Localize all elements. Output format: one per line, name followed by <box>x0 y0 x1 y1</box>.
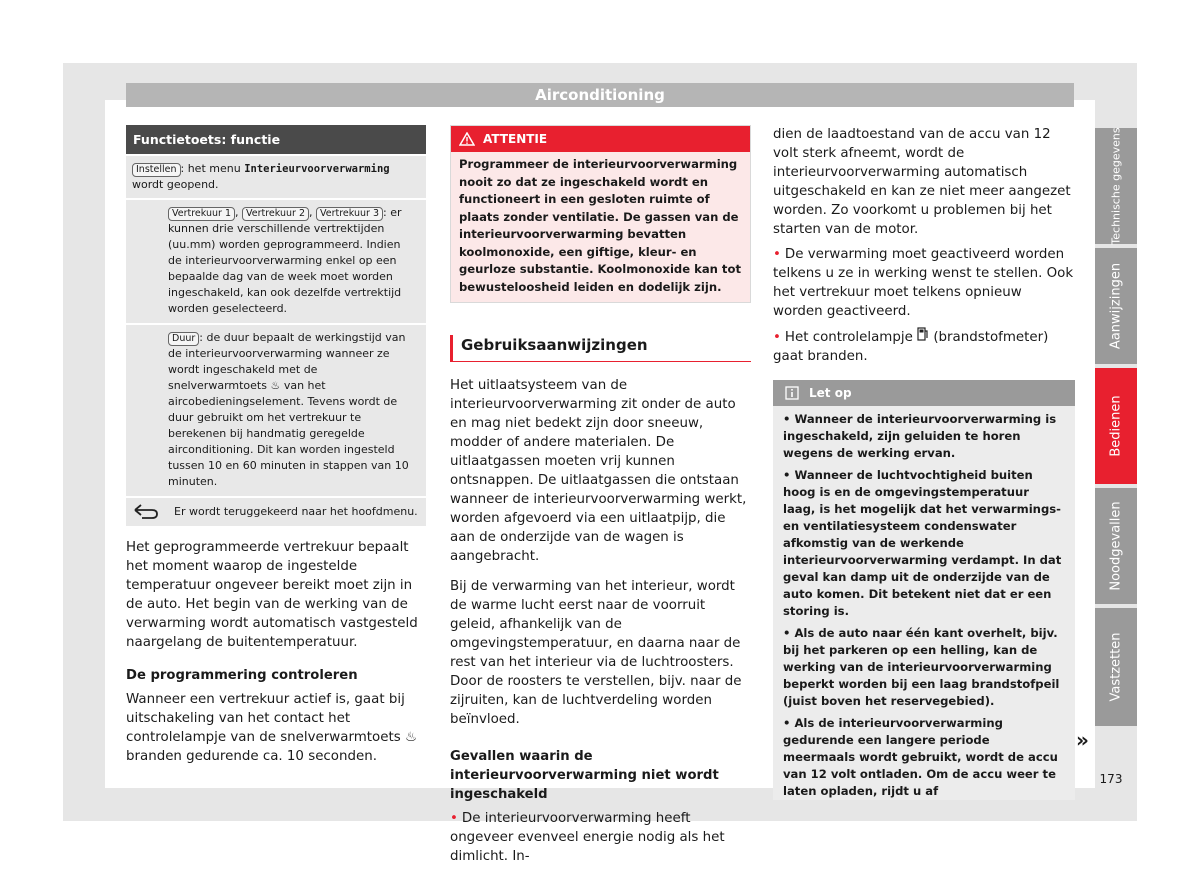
info-icon <box>785 386 799 400</box>
tab-vastzetten[interactable]: Vastzetten <box>1095 608 1137 726</box>
quick-heat-icon: ♨ <box>404 730 417 745</box>
page-number: 173 <box>1099 772 1123 786</box>
warning-triangle-icon <box>459 132 475 146</box>
continued-marker: » <box>1076 728 1089 752</box>
warning-header: ATTENTIE <box>451 126 750 152</box>
function-row-instellen: Instellen : het menu Interieurvoorverwarming wordt geopend. <box>126 156 426 198</box>
column-middle <box>450 125 751 877</box>
duur-key: Duur <box>168 332 199 346</box>
programming-check-paragraph: Wanneer een vertrekuur actief is, gaat bij uitschakeling van het contact het controlelampje van de snelverwarmtoets ♨ branden gedurende ca. 10 seconden. <box>126 692 417 764</box>
programming-check-heading: De programmering controleren <box>126 668 358 683</box>
column-right <box>773 125 1075 800</box>
chapter-header: Airconditioning <box>126 83 1074 107</box>
vertrekuur-1-key: Vertrekuur 1 <box>168 207 235 221</box>
note-item: • Wanneer de interieurvoorverwarming is ingeschakeld, zijn geluiden te horen wegens de werking ervan. <box>783 412 1057 460</box>
bullet-energy: • De interieurvoorverwarming heeft ongeveer evenveel energie nodig als het dimlicht. In- <box>450 809 751 866</box>
airflow-paragraph: Bij de verwarming van het interieur, wordt de warme lucht eerst naar de voorruit geleid, afhankelijk van de omgevingstemperatuur, en daarna naar de rest van het interieur via de luchtroosters. Door de roosters te verstellen, bijv. naar de zijruiten, kan de luchtverdeling worden beïnvloed. <box>450 579 742 727</box>
tab-noodgevallen[interactable]: Noodgevallen <box>1095 488 1137 604</box>
function-row-return: Er wordt teruggekeerd naar het hoofdmenu. <box>126 498 426 526</box>
column-left <box>126 125 426 777</box>
cases-heading: Gevallen waarin de interieurvoorverwarming niet wordt ingeschakeld <box>450 749 719 802</box>
section-heading: Gebruiksaanwijzingen <box>450 335 751 362</box>
note-body <box>773 406 1075 800</box>
note-box <box>773 380 1075 800</box>
fuel-gauge-icon <box>917 327 929 341</box>
instellen-key: Instellen <box>132 163 181 177</box>
note-item: • Wanneer de luchtvochtigheid buiten hoog is en de omgevingstemperatuur laag, is het mogelijk dat het verwarmings- en ventilatiesysteem condenswater afkomstig van de werkende interieurvoorverwarming verdampt. In dat geval kan damp uit de onderzijde van de auto komen. Dit betekent niet dat er een storing is. <box>783 468 1062 618</box>
exhaust-paragraph: Het uitlaatsysteem van de interieurvoorverwarming zit onder de auto en mag niet bedekt zijn door sneeuw, modder of andere materialen. De uitlaatgassen moeten vrij kunnen ontsnappen. De uitlaatgassen die ontstaan wanneer de interieurvoorverwarming werkt, worden afgevoerd via een uitlaatpijp, die aan de onderzijde van de wagen is aangebracht. <box>450 378 747 564</box>
tab-technische-gegevens[interactable]: Technische gegevens <box>1095 128 1137 244</box>
bullet-activation: • De verwarming moet geactiveerd worden telkens u ze in werking wenst te stellen. Ook het vertrekuur moet telkens opnieuw worden geactiveerd. <box>773 245 1075 321</box>
note-header: Let op <box>773 380 1075 406</box>
intro-paragraph: Het geprogrammeerde vertrekuur bepaalt het moment waarop de ingestelde temperatuur ongeveer bereikt moet zijn in de auto. Het begin van de werking van de verwarming wordt automatisch vastgesteld naargelang de buitentemperatuur. <box>126 540 418 650</box>
warning-text: Programmeer de interieurvoorverwarming nooit zo dat ze ingeschakeld wordt en functioneert in een gesloten ruimte of plaats zonder ventilatie. De gassen van de interieurvoorverwarming bevatten koolmonoxide, een giftige, kleur- en geurloze substantie. Koolmonoxide kan tot bewusteloosheid leiden en dodelijk zijn. <box>451 152 750 302</box>
vertrekuur-2-key: Vertrekuur 2 <box>242 207 309 221</box>
function-table-title: Functietoets: functie <box>126 125 426 154</box>
note-item: • Als de auto naar één kant overhelt, bijv. bij het parkeren op een helling, kan de werking van de interieurvoorverwarming beperkt worden bij een laag brandstofpeil (juist boven het reservegebied). <box>783 626 1060 708</box>
quick-heat-icon: ♨ <box>270 379 281 392</box>
tab-aanwijzingen[interactable]: Aanwijzingen <box>1095 248 1137 364</box>
note-item: • Als de interieurvoorverwarming gedurende een langere periode meermaals wordt gebruikt, wordt de accu van 12 volt ontladen. Om de accu weer te laten opladen, rijdt u af <box>783 716 1058 798</box>
function-row-vertrekuur: Vertrekuur 1 , Vertrekuur 2 , Vertrekuur 3 : er kunnen drie verschillende vertrektijden (uu.mm) worden geprogrammeerd. Indien de interieurvoorverwarming enkel op een bepaalde dag van de week moet worden ingeschakeld, kan ook dezelfde vertrektijd worden geselecteerd. <box>126 200 426 323</box>
battery-paragraph: dien de laadtoestand van de accu van 12 volt sterk afneemt, wordt de interieurvoorverwarming automatisch uitgeschakeld en kan ze niet meer aangezet worden. Zo voorkomt u problemen bij het starten van de motor. <box>773 127 1071 237</box>
function-row-duur: Duur : de duur bepaalt de werkingstijd van de interieurvoorverwarming wanneer ze wordt ingeschakeld met de snelverwarmtoets ♨ van het aircobedieningselement. Tevens wordt de duur gebruikt om het vertrekuur te berekenen bij handmatig geregelde airconditioning. Dit kan worden ingesteld tussen 10 en 60 minuten in stappen van 10 minuten. <box>126 325 426 496</box>
vertrekuur-3-key: Vertrekuur 3 <box>316 207 383 221</box>
return-arrow-icon <box>132 504 160 520</box>
warning-box <box>450 125 751 303</box>
bullet-fuel-lamp: • Het controlelampje (brandstofmeter) gaat branden. <box>773 327 1075 366</box>
tab-bedienen[interactable]: Bedienen <box>1095 368 1137 484</box>
